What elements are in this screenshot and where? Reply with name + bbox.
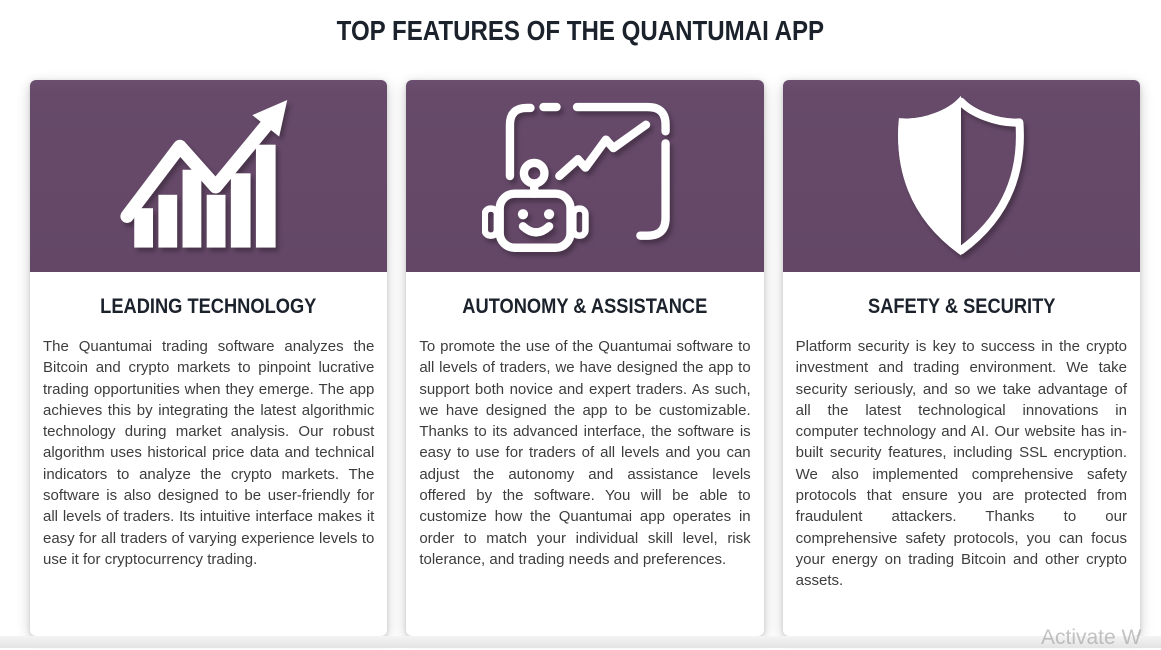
card-header-purple (30, 80, 387, 272)
growth-bar-chart-icon (111, 91, 306, 261)
card-safety-security (783, 80, 1140, 636)
card-title: LEADING TECHNOLOGY (100, 295, 317, 318)
shield-icon (885, 92, 1037, 260)
robot-trading-chart-icon (482, 87, 687, 265)
card-body-text: The Quantumai trading software analyzes the Bitcoin and crypto markets to pinpoint lucrative trading opportunities when they emerge. The app achieves this by integrating the latest algorithmic technology during market analysis. Our robust algorithm uses historical price data and technical indicators to analyze the crypto markets. The software is also designed to be user-friendly for all levels of traders. Its intuitive interface makes it easy for all traders of varying experience levels to use it for cryptocurrency trading. (43, 338, 375, 568)
card-header-purple (406, 80, 763, 272)
card-title-wrap (783, 295, 1140, 323)
card-autonomy-assistance (406, 80, 763, 636)
feature-cards (30, 80, 1140, 636)
card-title: SAFETY & SECURITY (867, 295, 1056, 318)
page-title: TOP FEATURES OF THE QUANTUMAI APP (336, 15, 825, 46)
activate-windows-watermark: Activate W (1041, 626, 1142, 649)
card-leading-technology (30, 80, 387, 636)
card-body-text: To promote the use of the Quantumai software to all levels of traders, we have designed the app to support both novice and expert traders. As such, we have designed the app to be customizable. Thanks to its advanced interface, the software is easy to use for traders of all levels and you can adjust the autonomy and assistance levels offered by the software. You will be able to customize how the Quantumai app operates in order to match your individual skill level, risk tolerance, and trading needs and preferences. (419, 338, 751, 568)
card-title-wrap (30, 295, 387, 323)
card-title: AUTONOMY & ASSISTANCE (462, 295, 708, 318)
bottom-section-strip (0, 636, 1161, 648)
card-header-purple (783, 80, 1140, 272)
card-body-text: Platform security is key to success in the crypto investment and trading environment. We take security seriously, and so we take advantage of all the latest technological innovations in computer technology and AI. Our website has in-built security features, including SSL encryption. We also implemented comprehensive safety protocols that ensure you are protected from fraudulent attackers. Thanks to our comprehensive safety protocols, you can focus your energy on trading Bitcoin and other crypto assets. (795, 338, 1127, 590)
page-title-wrap (0, 0, 1161, 53)
card-title-wrap (406, 295, 763, 323)
